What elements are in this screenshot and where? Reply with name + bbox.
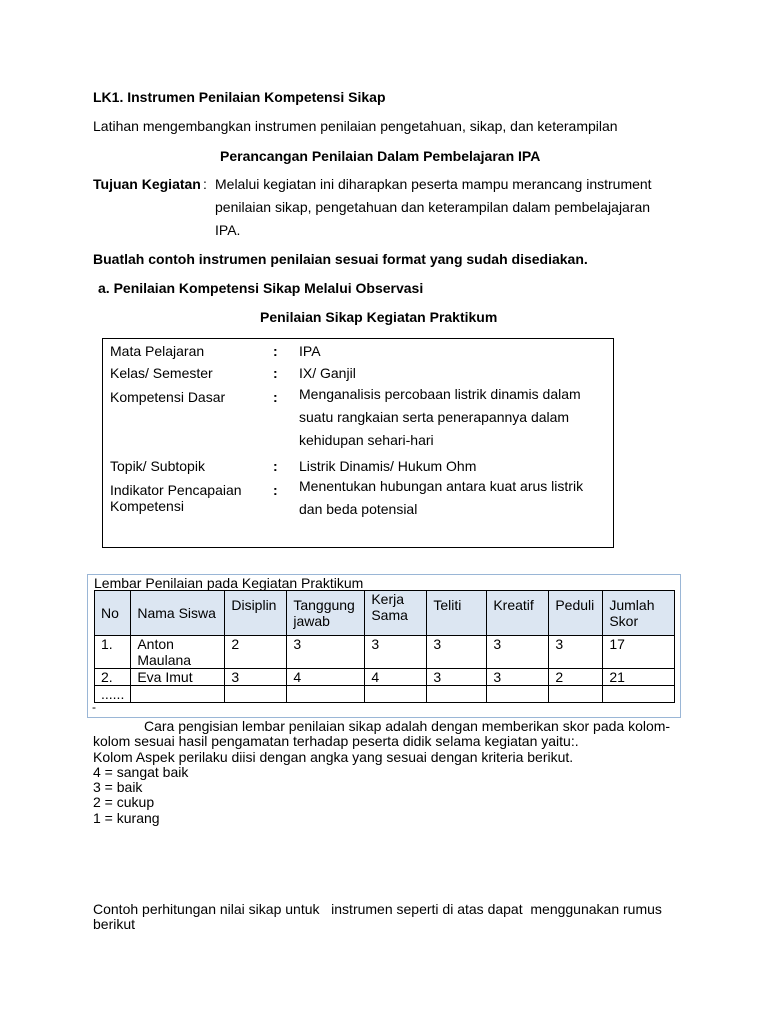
- topik-colon: :: [273, 458, 278, 474]
- cell-kerja-sama: 3: [365, 636, 427, 669]
- cell-teliti: 3: [427, 636, 487, 669]
- kd-label: Kompetensi Dasar: [110, 389, 226, 405]
- cell-no: ......: [95, 686, 131, 703]
- score-sheet-frame: [87, 574, 681, 718]
- kelas-label: Kelas/ Semester: [110, 365, 213, 381]
- cell-no: 2.: [95, 669, 131, 686]
- box-title: Penilaian Sikap Kegiatan Praktikum: [260, 309, 498, 325]
- kd-value: Menganalisis percobaan listrik dinamis dalam suatu rangkaian serta penerapannya dalam kehidupan sehari-hari: [299, 386, 581, 448]
- cell-kreatif: [487, 686, 549, 703]
- cell-jumlah-skor: 17: [603, 636, 675, 669]
- topik-label: Topik/ Subtopik: [110, 458, 205, 474]
- cell-teliti: [427, 686, 487, 703]
- kelas-colon: :: [273, 365, 278, 381]
- header-kreatif: Kreatif: [487, 591, 549, 636]
- cell-nama: Eva Imut: [131, 669, 225, 686]
- cell-teliti: 3: [427, 669, 487, 686]
- cell-no: 1.: [95, 636, 131, 669]
- kolom-aspek-text: Kolom Aspek perilaku diisi dengan angka yang sesuai dengan kriteria berikut.: [93, 749, 574, 765]
- kd-colon: :: [273, 389, 278, 405]
- header-peduli: Peduli: [549, 591, 603, 636]
- topik-value: Listrik Dinamis/ Hukum Ohm: [299, 458, 477, 474]
- cell-tanggung-jawab: 4: [287, 669, 365, 686]
- table-header-row: [95, 591, 675, 636]
- tujuan-line-3: IPA.: [215, 222, 241, 238]
- cara-line-2: kolom sesuai hasil pengamatan terhadap peserta didik selama kegiatan yaitu:.: [93, 733, 579, 749]
- cell-kreatif: 3: [487, 669, 549, 686]
- cell-kerja-sama: [365, 686, 427, 703]
- criteria-item: 1 = kurang: [93, 810, 160, 826]
- tujuan-line-1: Melalui kegiatan ini diharapkan peserta mampu merancang instrument: [215, 176, 652, 192]
- cell-peduli: 3: [549, 636, 603, 669]
- ipk-colon: :: [273, 482, 278, 498]
- cell-disiplin: 3: [225, 669, 287, 686]
- mapel-label: Mata Pelajaran: [110, 343, 205, 359]
- mapel-colon: :: [273, 343, 278, 359]
- contoh-line-2: berikut: [93, 916, 136, 932]
- cell-tanggung-jawab: [287, 686, 365, 703]
- cell-kerja-sama: 4: [365, 669, 427, 686]
- tujuan-label: Tujuan Kegiatan: [93, 176, 201, 192]
- table-row: [95, 636, 675, 669]
- cell-jumlah-skor: 21: [603, 669, 675, 686]
- cell-nama: Anton Maulana: [131, 636, 225, 669]
- header-tanggung-jawab: Tanggung jawab: [287, 591, 365, 636]
- criteria-item: 2 = cukup: [93, 794, 155, 810]
- tujuan-colon: :: [203, 176, 207, 192]
- cell-peduli: [549, 686, 603, 703]
- cell-peduli: 2: [549, 669, 603, 686]
- document-heading: LK1. Instrumen Penilaian Kompetensi Sikap: [93, 89, 386, 105]
- header-no: No: [95, 591, 131, 636]
- table-row: [95, 686, 675, 703]
- header-nama-siswa: Nama Siswa: [131, 591, 225, 636]
- ipk-label: Indikator Pencapaian Kompetensi: [110, 482, 242, 514]
- intro-text: Latihan mengembangkan instrumen penilaian pengetahuan, sikap, dan keterampilan: [93, 118, 618, 134]
- instruction-text: Buatlah contoh instrumen penilaian sesuai format yang sudah disediakan.: [93, 251, 588, 267]
- cell-jumlah-skor: [603, 686, 675, 703]
- cell-nama: [131, 686, 225, 703]
- table-row: [95, 669, 675, 686]
- kelas-value: IX/ Ganjil: [299, 365, 356, 381]
- header-teliti: Teliti: [427, 591, 487, 636]
- criteria-item: 3 = baik: [93, 779, 143, 795]
- sheet-dash: -: [92, 700, 96, 714]
- subject-info-box: [102, 338, 614, 548]
- cell-disiplin: 2: [225, 636, 287, 669]
- cara-line-1: Cara pengisian lembar penilaian sikap adalah dengan memberikan skor pada kolom-: [144, 718, 671, 734]
- section-a-heading: a. Penilaian Kompetensi Sikap Melalui Observasi: [98, 280, 424, 296]
- cell-tanggung-jawab: 3: [287, 636, 365, 669]
- subheading: Perancangan Penilaian Dalam Pembelajaran IPA: [220, 148, 541, 164]
- criteria-item: 4 = sangat baik: [93, 764, 189, 780]
- ipk-value: Menentukan hubungan antara kuat arus listrik dan beda potensial: [299, 478, 584, 517]
- header-disiplin: Disiplin: [225, 591, 287, 636]
- tujuan-line-2: penilaian sikap, pengetahuan dan keterampilan dalam pembelajajaran: [215, 199, 651, 215]
- cell-kreatif: 3: [487, 636, 549, 669]
- mapel-value: IPA: [299, 343, 321, 359]
- header-kerja-sama: Kerja Sama: [365, 591, 427, 636]
- cell-disiplin: [225, 686, 287, 703]
- contoh-line-1: Contoh perhitungan nilai sikap untuk instrumen seperti di atas dapat menggunakan rumus: [93, 901, 662, 917]
- header-jumlah-skor: Jumlah Skor: [603, 591, 675, 636]
- score-sheet-title: Lembar Penilaian pada Kegiatan Praktikum: [94, 575, 364, 591]
- score-table: [94, 590, 675, 703]
